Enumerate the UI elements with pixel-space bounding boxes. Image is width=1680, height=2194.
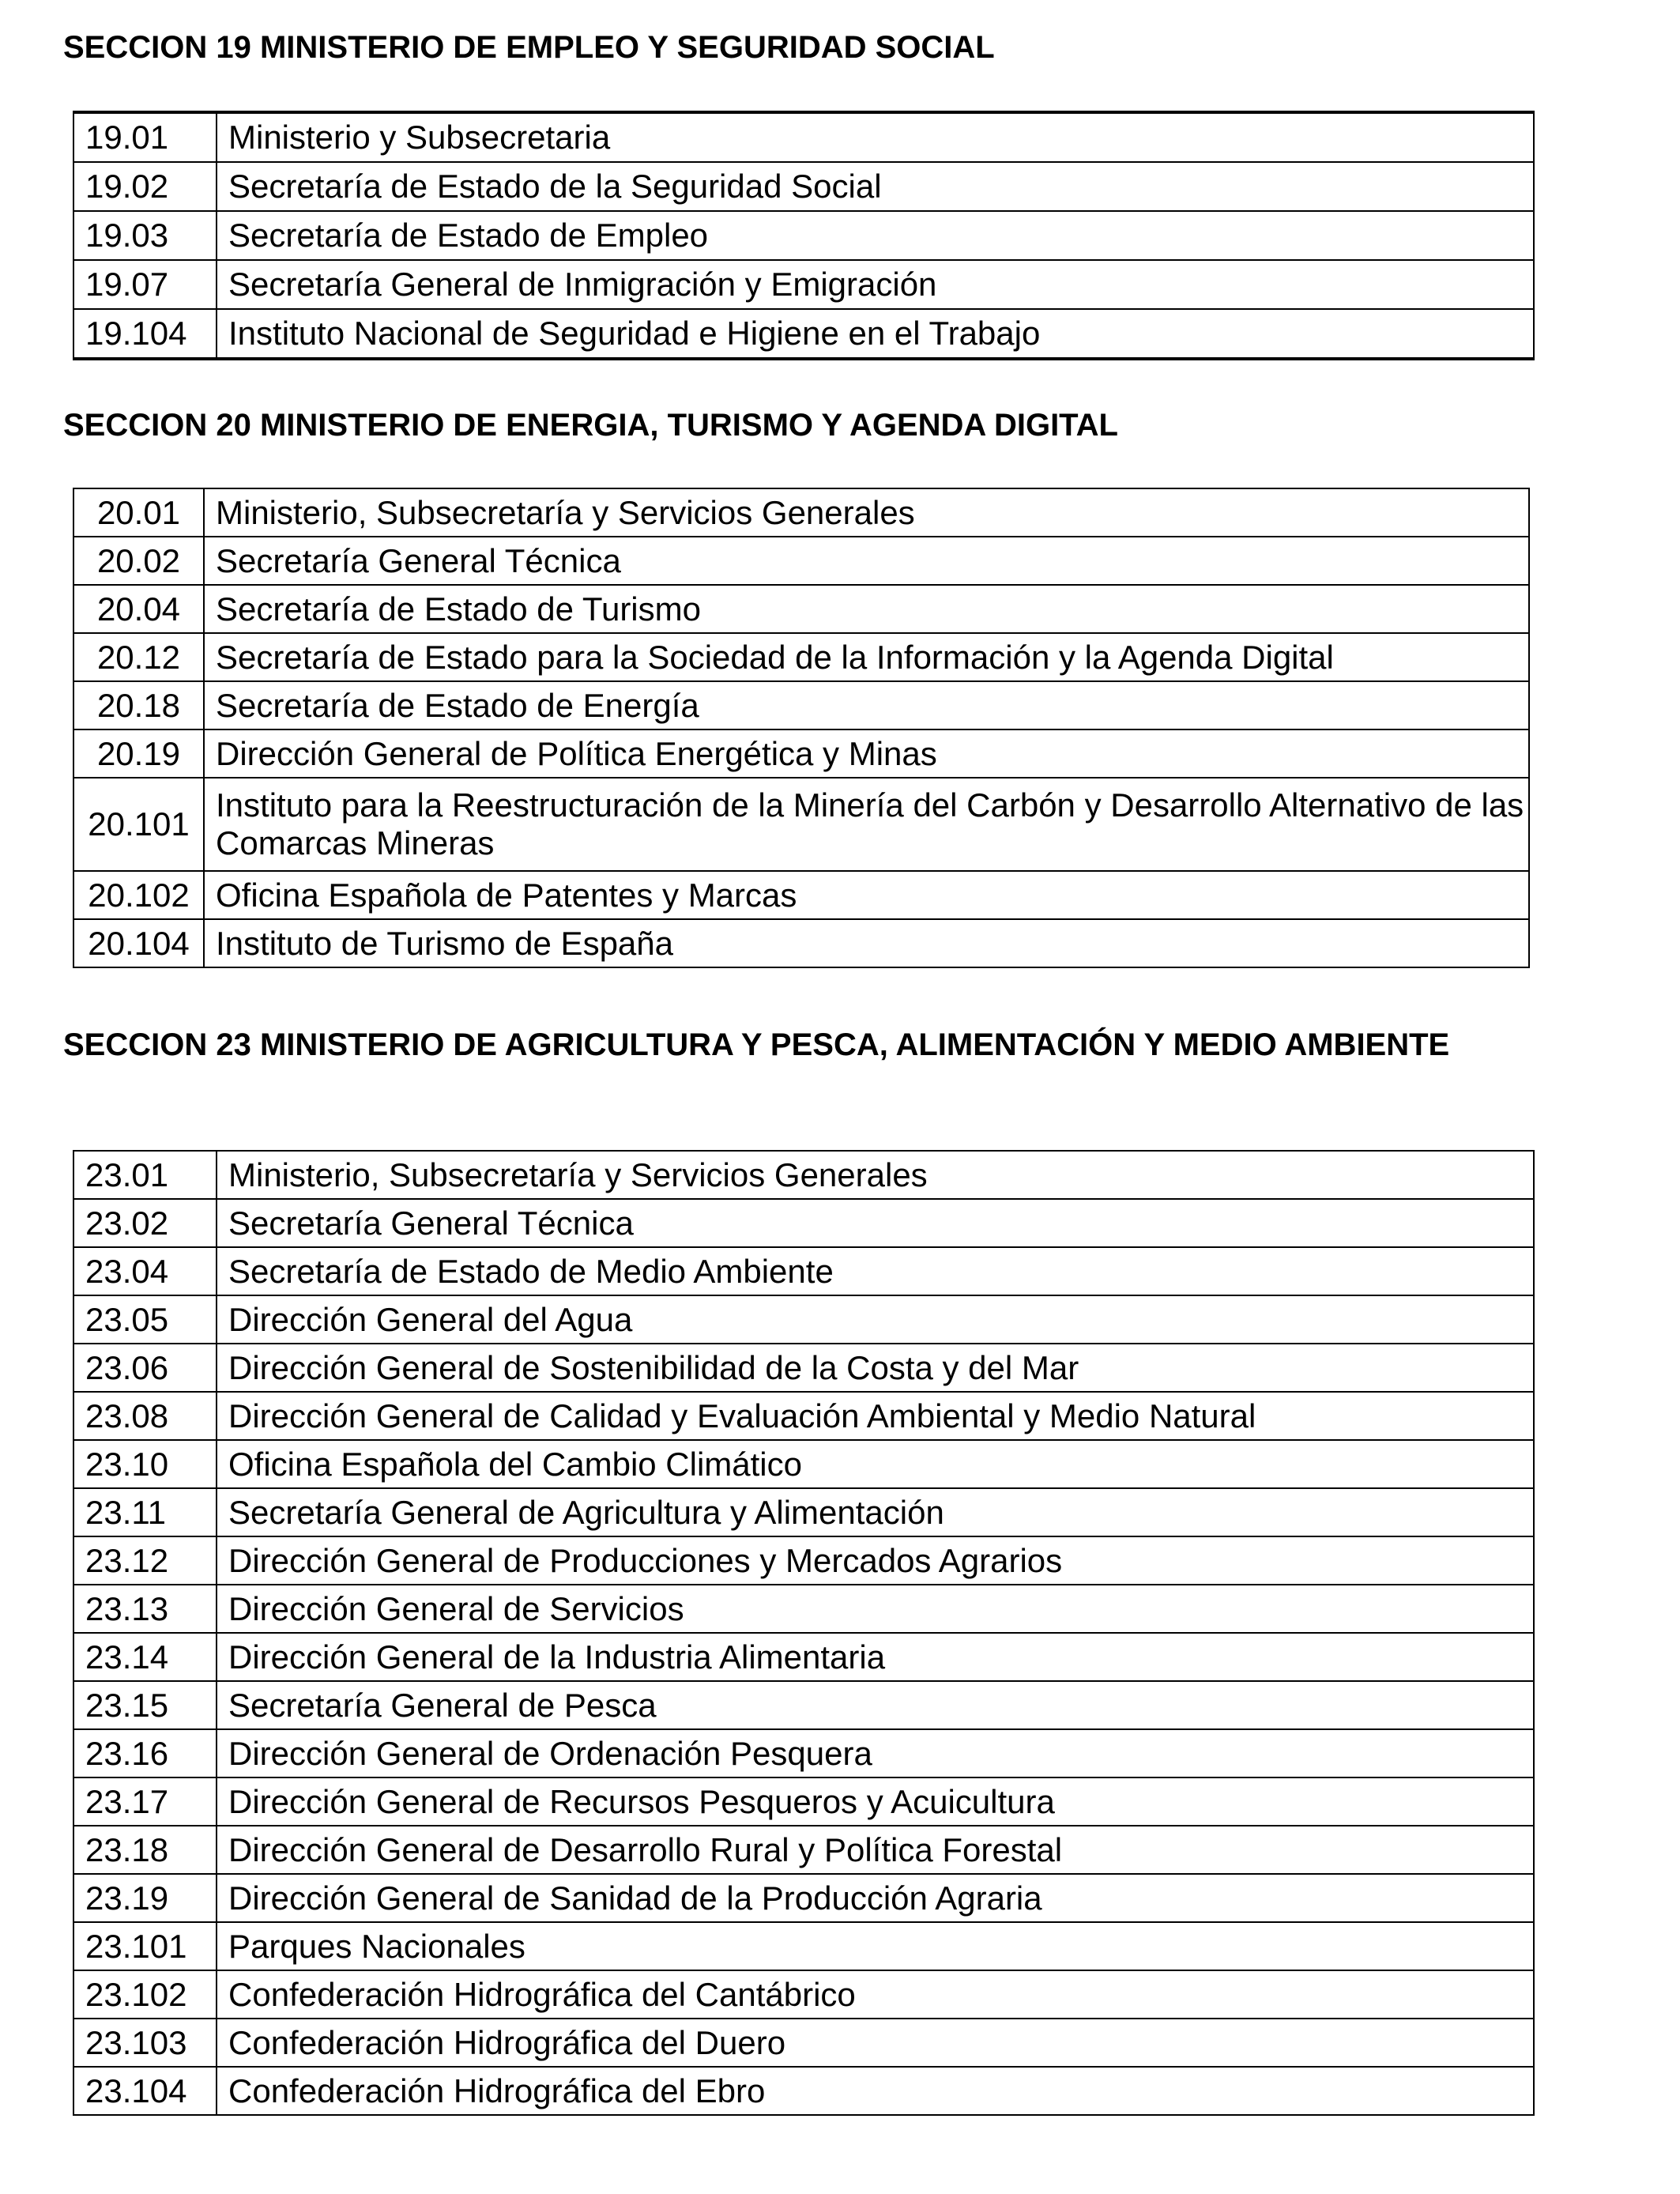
table-row (73, 1777, 1534, 1826)
organism-name-cell: Instituto de Turismo de España (204, 919, 1529, 967)
section-code-cell: 20.102 (73, 871, 204, 919)
organism-name-cell: Secretaría de Estado de Medio Ambiente (217, 1247, 1534, 1295)
table-row (73, 1247, 1534, 1295)
organism-name-cell: Secretaría General de Inmigración y Emigración (217, 260, 1534, 309)
table-row (73, 309, 1534, 359)
section-code-cell: 23.19 (73, 1874, 217, 1922)
organism-name-cell: Secretaría General de Agricultura y Alimentación (217, 1488, 1534, 1536)
organism-name-cell: Ministerio y Subsecretaria (217, 112, 1534, 162)
section-code-cell: 20.104 (73, 919, 204, 967)
organism-name-cell: Confederación Hidrográfica del Cantábrico (217, 1970, 1534, 2019)
section-code-cell: 23.15 (73, 1681, 217, 1729)
section-code-cell: 23.12 (73, 1536, 217, 1585)
table-row (73, 1826, 1534, 1874)
section-code-cell: 19.03 (73, 211, 217, 260)
section-code-cell: 19.07 (73, 260, 217, 309)
table-row (73, 919, 1529, 967)
table-row (73, 1488, 1534, 1536)
organism-name-cell: Confederación Hidrográfica del Ebro (217, 2067, 1534, 2115)
organism-name-cell: Secretaría de Estado de Turismo (204, 585, 1529, 633)
organism-name-cell: Secretaría de Estado de Energía (204, 681, 1529, 729)
section-code-cell: 23.102 (73, 1970, 217, 2019)
organism-name-cell: Dirección General de Producciones y Mercados Agrarios (217, 1536, 1534, 1585)
section-code-cell: 20.02 (73, 537, 204, 585)
organism-name-cell: Oficina Española de Patentes y Marcas (204, 871, 1529, 919)
section-code-cell: 20.19 (73, 729, 204, 778)
organism-name-cell: Secretaría de Estado de Empleo (217, 211, 1534, 260)
section-code-cell: 20.18 (73, 681, 204, 729)
section-23-table (73, 1150, 1535, 2116)
section-code-cell: 23.101 (73, 1922, 217, 1970)
organism-name-cell: Instituto Nacional de Seguridad e Higiene en el Trabajo (217, 309, 1534, 359)
section-code-cell: 23.01 (73, 1151, 217, 1199)
section-code-cell: 19.01 (73, 112, 217, 162)
table-row (73, 1344, 1534, 1392)
section-code-cell: 23.18 (73, 1826, 217, 1874)
section-23-heading: SECCION 23 MINISTERIO DE AGRICULTURA Y PESCA, ALIMENTACIÓN Y MEDIO AMBIENTE (63, 1027, 1450, 1062)
table-row (73, 1199, 1534, 1247)
section-code-cell: 23.05 (73, 1295, 217, 1344)
organism-name-cell: Dirección General de la Industria Alimentaria (217, 1633, 1534, 1681)
organism-name-cell: Secretaría General de Pesca (217, 1681, 1534, 1729)
table-row (73, 1922, 1534, 1970)
table-row (73, 729, 1529, 778)
organism-name-cell: Secretaría General Técnica (204, 537, 1529, 585)
table-row (73, 112, 1534, 162)
section-code-cell: 19.02 (73, 162, 217, 211)
table-row (73, 537, 1529, 585)
section-code-cell: 23.06 (73, 1344, 217, 1392)
table-row (73, 585, 1529, 633)
organism-name-cell: Dirección General de Calidad y Evaluación Ambiental y Medio Natural (217, 1392, 1534, 1440)
organism-name-cell: Secretaría General Técnica (217, 1199, 1534, 1247)
organism-name-cell: Dirección General de Servicios (217, 1585, 1534, 1633)
organism-name-cell: Oficina Española del Cambio Climático (217, 1440, 1534, 1488)
table-row (73, 488, 1529, 537)
section-code-cell: 19.104 (73, 309, 217, 359)
section-code-cell: 20.101 (73, 778, 204, 871)
table-row (73, 871, 1529, 919)
section-19-table (73, 111, 1535, 360)
section-code-cell: 23.04 (73, 1247, 217, 1295)
section-20-heading: SECCION 20 MINISTERIO DE ENERGIA, TURISMO Y AGENDA DIGITAL (63, 408, 1118, 443)
section-code-cell: 23.14 (73, 1633, 217, 1681)
table-row (73, 1681, 1534, 1729)
section-code-cell: 20.04 (73, 585, 204, 633)
table-row (73, 1295, 1534, 1344)
organism-name-cell: Confederación Hidrográfica del Duero (217, 2019, 1534, 2067)
organism-name-cell: Dirección General de Sanidad de la Producción Agraria (217, 1874, 1534, 1922)
organism-name-cell: Parques Nacionales (217, 1922, 1534, 1970)
table-row (73, 162, 1534, 211)
table-row (73, 260, 1534, 309)
section-code-cell: 23.13 (73, 1585, 217, 1633)
table-row (73, 633, 1529, 681)
organism-name-cell: Secretaría de Estado de la Seguridad Social (217, 162, 1534, 211)
table-row (73, 681, 1529, 729)
table-row (73, 778, 1529, 871)
table-row (73, 1536, 1534, 1585)
table-row (73, 2067, 1534, 2115)
table-row (73, 1440, 1534, 1488)
section-code-cell: 20.01 (73, 488, 204, 537)
section-code-cell: 23.104 (73, 2067, 217, 2115)
organism-name-cell: Dirección General de Desarrollo Rural y Política Forestal (217, 1826, 1534, 1874)
table-row (73, 1585, 1534, 1633)
table-row (73, 1392, 1534, 1440)
section-code-cell: 23.11 (73, 1488, 217, 1536)
section-20-table (73, 488, 1530, 968)
organism-name-cell: Dirección General de Política Energética y Minas (204, 729, 1529, 778)
section-19-heading: SECCION 19 MINISTERIO DE EMPLEO Y SEGURIDAD SOCIAL (63, 30, 995, 65)
section-code-cell: 23.08 (73, 1392, 217, 1440)
organism-name-cell: Ministerio, Subsecretaría y Servicios Generales (204, 488, 1529, 537)
section-code-cell: 23.02 (73, 1199, 217, 1247)
table-row (73, 2019, 1534, 2067)
organism-name-cell: Instituto para la Reestructuración de la Minería del Carbón y Desarrollo Alternativo de las Comarcas Mineras (204, 778, 1529, 871)
organism-name-cell: Dirección General del Agua (217, 1295, 1534, 1344)
organism-name-cell: Secretaría de Estado para la Sociedad de la Información y la Agenda Digital (204, 633, 1529, 681)
table-row (73, 1151, 1534, 1199)
organism-name-cell: Dirección General de Recursos Pesqueros y Acuicultura (217, 1777, 1534, 1826)
table-row (73, 1874, 1534, 1922)
table-row (73, 1970, 1534, 2019)
organism-name-cell: Dirección General de Ordenación Pesquera (217, 1729, 1534, 1777)
table-row (73, 1633, 1534, 1681)
organism-name-cell: Dirección General de Sostenibilidad de la Costa y del Mar (217, 1344, 1534, 1392)
section-code-cell: 20.12 (73, 633, 204, 681)
section-code-cell: 23.103 (73, 2019, 217, 2067)
table-row (73, 1729, 1534, 1777)
section-code-cell: 23.17 (73, 1777, 217, 1826)
table-row (73, 211, 1534, 260)
section-code-cell: 23.16 (73, 1729, 217, 1777)
organism-name-cell: Ministerio, Subsecretaría y Servicios Generales (217, 1151, 1534, 1199)
section-code-cell: 23.10 (73, 1440, 217, 1488)
